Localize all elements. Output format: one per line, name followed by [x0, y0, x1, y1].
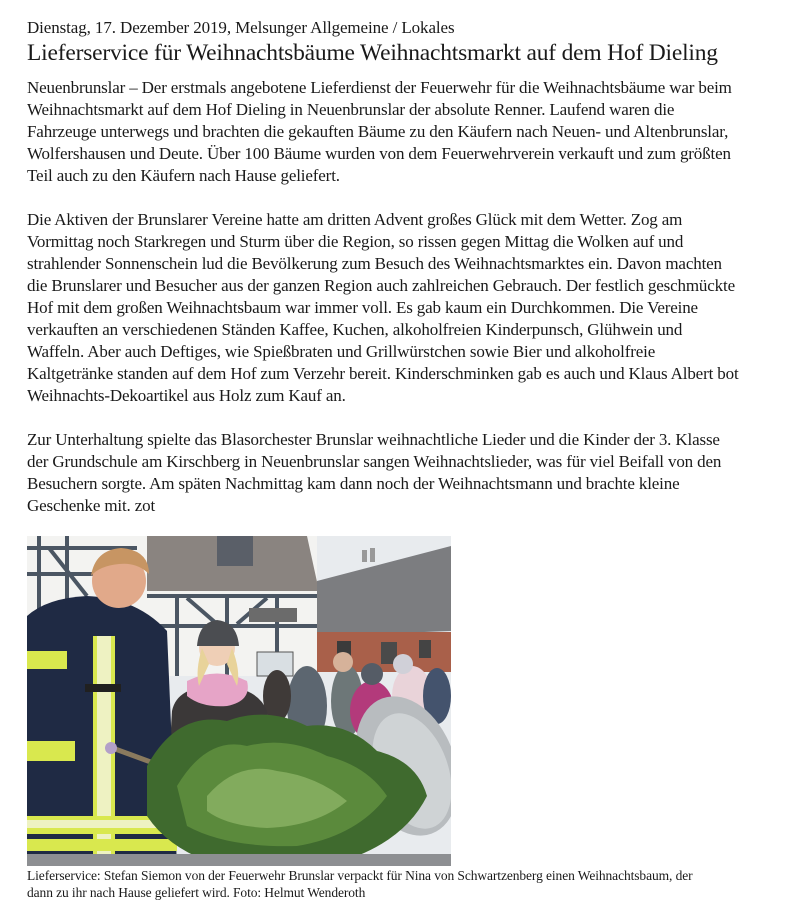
article-paragraph: Die Aktiven der Brunslarer Vereine hatte am dritten Advent großes Glück mit dem Wetter. Zog am Vormittag noch Starkregen und Sturm über die Region, so rissen gegen Mittag die Wolken auf und strahlender Sonnenschein lud die Bevölkerung zum Besuch des Weihnachtsmarktes ein. Davon machten die Brunslarer und Besucher aus der ganzen Region auch zahlreichen Gebrauch. Der festlich geschmückte Hof mit dem großen Weihnachtsbaum war immer voll. Es gab kaum ein Durchkommen. Die Vereine verkauften an verschiedenen Ständen Kaffee, Kuchen, alkoholfreien Kinderpunsch, Glühwein und Waffeln. Aber auch Deftiges, wie Spießbraten und Grillwürstchen sowie Bier und alkoholfreie Kaltgetränke standen auf dem Hof zum Verzehr bereit. Kinderschminken gab es auch und Klaus Albert bot Weihnachts-Dekoartikel aus Holz zum Kauf an. [27, 210, 739, 405]
article-figure [27, 536, 792, 901]
article-headline: Lieferservice für Weihnachtsbäume Weihnachtsmarkt auf dem Hof Dieling [27, 40, 718, 66]
photo-ground [27, 854, 451, 866]
article-paragraph: Zur Unterhaltung spielte das Blasorchester Brunslar weihnachtliche Lieder und die Kinder der 3. Klasse der Grundschule am Kirschberg in Neuenbrunslar sangen Weihnachtslieder, was für viel Beifall von den Besuchern sorgte. Am späten Nachmittag kam dann noch der Weihnachtsmann und brachte kleine Geschenke mit. zot [27, 430, 722, 515]
article-paragraph: Neuenbrunslar – Der erstmals angebotene Lieferdienst der Feuerwehr für die Weihnachtsbäume war beim Weihnachtsmarkt auf dem Hof Dieling in Neuenbrunslar der absolute Renner. Laufend waren die Fahrzeuge unterwegs und brachten die gekauften Bäume zu den Käufern nach Neuen- und Altenbrunslar, Wolfershausen und Deute. Über 100 Bäume wurden von dem Feuerwehrverein verkauft und zum größten Teil auch zu den Käufern nach Hause geliefert. [27, 78, 732, 185]
article [27, 17, 792, 901]
photo-caption: Lieferservice: Stefan Siemon von der Feuerwehr Brunslar verpackt für Nina von Schwartzenberg einen Weihnachtsbaum, der dann zu ihr nach Hause geliefert wird. Foto: Helmut Wenderoth [27, 868, 693, 900]
photo-illustration [27, 536, 451, 866]
article-dateline: Dienstag, 17. Dezember 2019, Melsunger Allgemeine / Lokales [27, 18, 455, 37]
article-photo [27, 536, 451, 866]
